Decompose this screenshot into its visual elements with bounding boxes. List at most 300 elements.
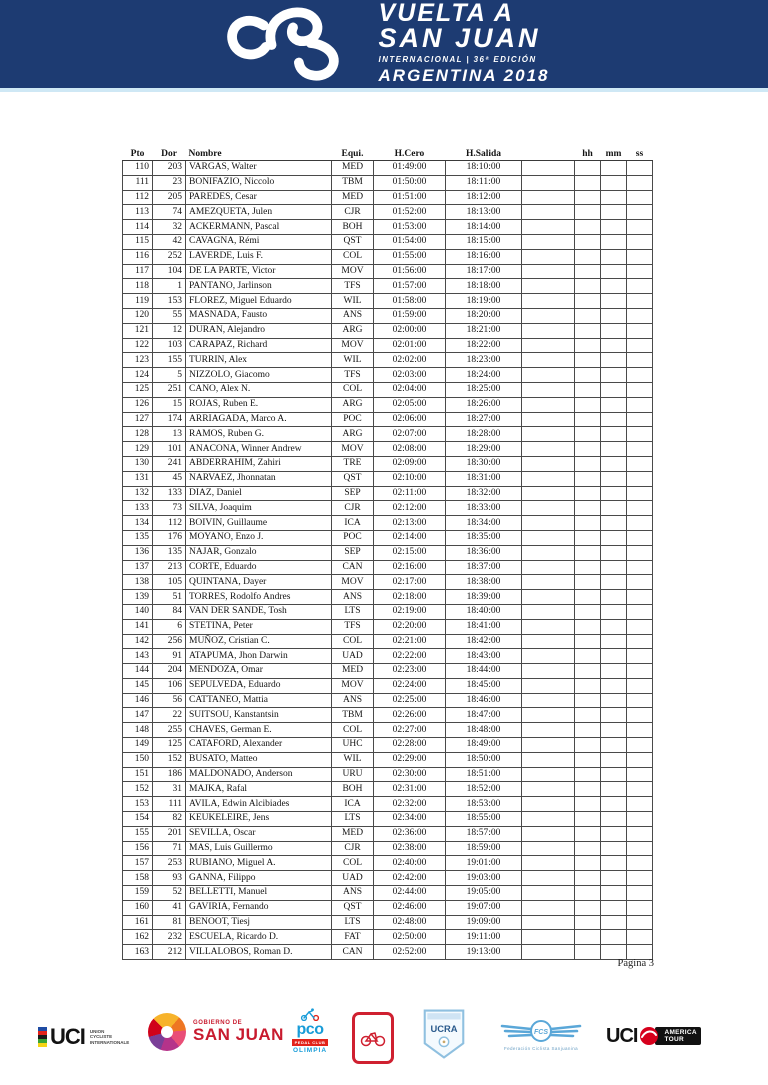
cell-equipo: MOV [332, 575, 374, 590]
cell-blank [522, 442, 575, 457]
cell-hora-cero: 02:52:00 [374, 945, 446, 960]
america-tour-line2: TOUR [664, 1036, 684, 1043]
cell-hora-salida: 18:59:00 [446, 841, 522, 856]
cell-blank [522, 915, 575, 930]
cell-blank [522, 693, 575, 708]
cell-mm [601, 649, 627, 664]
cell-hora-salida: 18:24:00 [446, 368, 522, 383]
cell-mm [601, 161, 627, 176]
cell-ss [627, 575, 653, 590]
cell-pto: 122 [123, 338, 153, 353]
cell-blank [522, 382, 575, 397]
cell-ss [627, 738, 653, 753]
cell-ss [627, 323, 653, 338]
cell-hora-salida: 18:33:00 [446, 501, 522, 516]
cell-hora-salida: 18:14:00 [446, 220, 522, 235]
cell-hora-cero: 02:50:00 [374, 930, 446, 945]
cell-ss [627, 308, 653, 323]
cell-equipo: LTS [332, 915, 374, 930]
cell-pto: 120 [123, 308, 153, 323]
table-row [123, 412, 653, 427]
cell-pto: 117 [123, 264, 153, 279]
table-row [123, 752, 653, 767]
cell-hh [575, 234, 601, 249]
cell-hora-cero: 02:36:00 [374, 826, 446, 841]
cell-pto: 135 [123, 530, 153, 545]
cell-hora-salida: 19:13:00 [446, 945, 522, 960]
cell-hora-cero: 02:02:00 [374, 353, 446, 368]
cell-hh [575, 427, 601, 442]
cell-dor: 91 [153, 649, 186, 664]
cell-hh [575, 279, 601, 294]
cell-dor: 13 [153, 427, 186, 442]
cell-hh [575, 782, 601, 797]
cell-pto: 137 [123, 560, 153, 575]
table-row [123, 900, 653, 915]
cell-pto: 146 [123, 693, 153, 708]
cell-equipo: BOH [332, 220, 374, 235]
cell-hora-cero: 02:03:00 [374, 368, 446, 383]
cell-ss [627, 249, 653, 264]
cell-hora-salida: 18:47:00 [446, 708, 522, 723]
cell-nombre: MAS, Luis Guillermo [186, 841, 332, 856]
table-row [123, 382, 653, 397]
cell-ss [627, 501, 653, 516]
pco-olimpia-label: OLIMPIA [292, 1047, 328, 1054]
cell-hora-salida: 18:30:00 [446, 456, 522, 471]
table-row [123, 294, 653, 309]
cell-equipo: ANS [332, 308, 374, 323]
cell-pto: 145 [123, 678, 153, 693]
cell-equipo: ARG [332, 427, 374, 442]
cell-dor: 15 [153, 397, 186, 412]
cell-hora-salida: 18:41:00 [446, 619, 522, 634]
cell-nombre: VAN DER SANDE, Tosh [186, 604, 332, 619]
cell-blank [522, 427, 575, 442]
cell-equipo: COL [332, 856, 374, 871]
cell-dor: 252 [153, 249, 186, 264]
cell-hora-cero: 02:04:00 [374, 382, 446, 397]
cell-pto: 160 [123, 900, 153, 915]
cell-hora-cero: 02:06:00 [374, 412, 446, 427]
cell-pto: 163 [123, 945, 153, 960]
cell-dor: 42 [153, 234, 186, 249]
cell-hh [575, 397, 601, 412]
cell-pto: 128 [123, 427, 153, 442]
cell-dor: 176 [153, 530, 186, 545]
cell-mm [601, 752, 627, 767]
table-row [123, 590, 653, 605]
cell-hora-cero: 02:17:00 [374, 575, 446, 590]
cell-blank [522, 782, 575, 797]
cell-nombre: DE LA PARTE, Victor [186, 264, 332, 279]
table-row [123, 264, 653, 279]
cell-blank [522, 294, 575, 309]
cell-nombre: SUITSOU, Kanstantsin [186, 708, 332, 723]
table-row [123, 161, 653, 176]
cell-pto: 161 [123, 915, 153, 930]
cell-mm [601, 590, 627, 605]
cell-hora-salida: 18:53:00 [446, 797, 522, 812]
cell-hh [575, 516, 601, 531]
cell-hora-salida: 19:09:00 [446, 915, 522, 930]
cell-hh [575, 412, 601, 427]
cell-mm [601, 767, 627, 782]
cell-equipo: MOV [332, 678, 374, 693]
cell-hora-salida: 18:39:00 [446, 590, 522, 605]
cell-dor: 111 [153, 797, 186, 812]
cell-blank [522, 560, 575, 575]
cell-ss [627, 397, 653, 412]
cell-blank [522, 723, 575, 738]
table-row [123, 723, 653, 738]
table-row [123, 619, 653, 634]
cell-nombre: PAREDES, Cesar [186, 190, 332, 205]
cell-pto: 115 [123, 234, 153, 249]
cell-hora-cero: 02:32:00 [374, 797, 446, 812]
cell-equipo: TRE [332, 456, 374, 471]
cell-nombre: TURRIN, Alex [186, 353, 332, 368]
cell-hora-salida: 18:38:00 [446, 575, 522, 590]
cell-pto: 126 [123, 397, 153, 412]
cell-hh [575, 249, 601, 264]
cell-hora-cero: 02:34:00 [374, 812, 446, 827]
cell-blank [522, 486, 575, 501]
cell-nombre: CORTE, Eduardo [186, 560, 332, 575]
cell-hh [575, 190, 601, 205]
cell-dor: 212 [153, 945, 186, 960]
cell-hora-salida: 19:07:00 [446, 900, 522, 915]
cell-equipo: UAD [332, 649, 374, 664]
cell-pto: 158 [123, 871, 153, 886]
cell-hh [575, 856, 601, 871]
cell-equipo: COL [332, 249, 374, 264]
cell-mm [601, 397, 627, 412]
cell-hh [575, 826, 601, 841]
cell-pto: 132 [123, 486, 153, 501]
cell-hora-cero: 02:29:00 [374, 752, 446, 767]
cell-hora-salida: 19:11:00 [446, 930, 522, 945]
column-header-ss: ss [627, 147, 653, 161]
cell-hh [575, 664, 601, 679]
cell-hora-salida: 18:44:00 [446, 664, 522, 679]
cell-mm [601, 723, 627, 738]
cell-mm [601, 190, 627, 205]
cell-hora-cero: 02:10:00 [374, 471, 446, 486]
cell-blank [522, 264, 575, 279]
cell-dor: 31 [153, 782, 186, 797]
cell-hh [575, 530, 601, 545]
cell-equipo: POC [332, 412, 374, 427]
cell-hh [575, 752, 601, 767]
cell-mm [601, 353, 627, 368]
fcs-monogram: FCS [534, 1029, 548, 1036]
cell-hora-salida: 18:50:00 [446, 752, 522, 767]
cell-dor: 241 [153, 456, 186, 471]
uci-subtitle-line3: INTERNATIONALE [89, 1039, 130, 1045]
cell-nombre: MUÑOZ, Cristian C. [186, 634, 332, 649]
cell-equipo: SEP [332, 545, 374, 560]
cell-hh [575, 738, 601, 753]
cell-hora-salida: 18:57:00 [446, 826, 522, 841]
cell-nombre: AVILA, Edwin Alcibiades [186, 797, 332, 812]
cell-ss [627, 782, 653, 797]
cell-nombre: DIAZ, Daniel [186, 486, 332, 501]
cell-pto: 154 [123, 812, 153, 827]
cell-pto: 149 [123, 738, 153, 753]
cell-nombre: BONIFAZIO, Niccolo [186, 175, 332, 190]
cell-blank [522, 368, 575, 383]
cell-blank [522, 841, 575, 856]
cell-hora-cero: 01:52:00 [374, 205, 446, 220]
pco-ribbon-label: PEDAL CLUB [292, 1039, 329, 1046]
cell-hora-cero: 02:38:00 [374, 841, 446, 856]
cell-ss [627, 649, 653, 664]
cell-hora-salida: 18:18:00 [446, 279, 522, 294]
page-number-label: Pagina 3 [617, 958, 654, 969]
table-row [123, 442, 653, 457]
cell-mm [601, 308, 627, 323]
cell-hh [575, 723, 601, 738]
cell-pto: 116 [123, 249, 153, 264]
cell-hora-cero: 02:00:00 [374, 323, 446, 338]
cell-hora-salida: 18:29:00 [446, 442, 522, 457]
cell-hora-salida: 18:49:00 [446, 738, 522, 753]
cell-nombre: SILVA, Joaquim [186, 501, 332, 516]
cell-pto: 111 [123, 175, 153, 190]
table-row [123, 604, 653, 619]
ucra-wordmark: UCRA [430, 1023, 458, 1034]
cell-pto: 159 [123, 886, 153, 901]
cell-mm [601, 782, 627, 797]
cell-hora-salida: 18:17:00 [446, 264, 522, 279]
cell-pto: 127 [123, 412, 153, 427]
table-row [123, 560, 653, 575]
table-row [123, 856, 653, 871]
cell-hh [575, 575, 601, 590]
cell-ss [627, 900, 653, 915]
cell-mm [601, 841, 627, 856]
cell-hora-cero: 02:16:00 [374, 560, 446, 575]
cell-hh [575, 205, 601, 220]
cell-hh [575, 634, 601, 649]
cell-hh [575, 308, 601, 323]
table-row [123, 738, 653, 753]
cell-pto: 119 [123, 294, 153, 309]
cell-dor: 73 [153, 501, 186, 516]
cell-blank [522, 323, 575, 338]
cell-hora-cero: 02:28:00 [374, 738, 446, 753]
column-header-dor: Dor [153, 147, 186, 161]
cell-nombre: RAMOS, Ruben G. [186, 427, 332, 442]
cell-hora-salida: 18:10:00 [446, 161, 522, 176]
cell-mm [601, 412, 627, 427]
cell-dor: 12 [153, 323, 186, 338]
cell-mm [601, 516, 627, 531]
cell-hora-salida: 18:11:00 [446, 175, 522, 190]
cell-ss [627, 723, 653, 738]
cell-ss [627, 205, 653, 220]
cell-mm [601, 338, 627, 353]
cell-pto: 114 [123, 220, 153, 235]
cell-hh [575, 841, 601, 856]
cell-blank [522, 797, 575, 812]
cell-hora-cero: 02:27:00 [374, 723, 446, 738]
cell-blank [522, 161, 575, 176]
uci-red-globe-icon [639, 1026, 659, 1046]
cell-nombre: ROJAS, Ruben E. [186, 397, 332, 412]
uci-logo [38, 1026, 129, 1048]
cell-hora-salida: 19:03:00 [446, 871, 522, 886]
cell-dor: 52 [153, 886, 186, 901]
cell-blank [522, 471, 575, 486]
cell-equipo: TBM [332, 708, 374, 723]
cell-mm [601, 797, 627, 812]
cell-nombre: RUBIANO, Miguel A. [186, 856, 332, 871]
table-row [123, 338, 653, 353]
cell-hora-salida: 19:05:00 [446, 886, 522, 901]
cell-hora-salida: 18:46:00 [446, 693, 522, 708]
table-row [123, 427, 653, 442]
cell-ss [627, 471, 653, 486]
cell-equipo: ARG [332, 397, 374, 412]
cell-ss [627, 871, 653, 886]
pco-wordmark: pco [296, 1021, 324, 1038]
cell-hora-cero: 02:25:00 [374, 693, 446, 708]
cell-ss [627, 234, 653, 249]
cell-nombre: NAJAR, Gonzalo [186, 545, 332, 560]
cell-blank [522, 175, 575, 190]
table-row [123, 456, 653, 471]
pedal-club-olimpia-logo [281, 1008, 339, 1054]
cell-nombre: PANTANO, Jarlinson [186, 279, 332, 294]
cell-blank [522, 930, 575, 945]
cell-hora-salida: 18:37:00 [446, 560, 522, 575]
cell-ss [627, 590, 653, 605]
cell-equipo: URU [332, 767, 374, 782]
cell-hora-salida: 18:51:00 [446, 767, 522, 782]
cell-pto: 157 [123, 856, 153, 871]
cell-ss [627, 634, 653, 649]
table-row [123, 634, 653, 649]
cell-dor: 6 [153, 619, 186, 634]
cell-hh [575, 649, 601, 664]
cell-blank [522, 530, 575, 545]
cell-blank [522, 886, 575, 901]
cell-blank [522, 590, 575, 605]
cell-hora-cero: 02:05:00 [374, 397, 446, 412]
cell-nombre: MAJKA, Rafal [186, 782, 332, 797]
ucra-shield-icon [423, 1009, 465, 1059]
cell-blank [522, 767, 575, 782]
table-row [123, 678, 653, 693]
cell-mm [601, 368, 627, 383]
cell-hh [575, 915, 601, 930]
cell-pto: 118 [123, 279, 153, 294]
column-header-nombre: Nombre [186, 147, 332, 161]
cell-mm [601, 930, 627, 945]
cell-ss [627, 797, 653, 812]
cell-pto: 124 [123, 368, 153, 383]
cell-mm [601, 382, 627, 397]
cell-ss [627, 427, 653, 442]
cell-dor: 82 [153, 812, 186, 827]
cell-ss [627, 530, 653, 545]
cell-ss [627, 604, 653, 619]
cell-hora-cero: 02:18:00 [374, 590, 446, 605]
cell-ss [627, 161, 653, 176]
cell-pto: 138 [123, 575, 153, 590]
cell-pto: 144 [123, 664, 153, 679]
cell-nombre: CATTANEO, Mattia [186, 693, 332, 708]
cell-hh [575, 161, 601, 176]
cell-blank [522, 664, 575, 679]
cell-nombre: ACKERMANN, Pascal [186, 220, 332, 235]
event-banner [0, 0, 768, 88]
cell-pto: 112 [123, 190, 153, 205]
cell-ss [627, 456, 653, 471]
cell-dor: 41 [153, 900, 186, 915]
cell-equipo: WIL [332, 353, 374, 368]
cell-blank [522, 190, 575, 205]
cell-pto: 143 [123, 649, 153, 664]
cell-pto: 153 [123, 797, 153, 812]
cell-mm [601, 175, 627, 190]
cell-hh [575, 604, 601, 619]
cell-hh [575, 264, 601, 279]
cell-nombre: CARAPAZ, Richard [186, 338, 332, 353]
cell-hora-cero: 02:40:00 [374, 856, 446, 871]
cell-ss [627, 368, 653, 383]
cell-dor: 45 [153, 471, 186, 486]
cell-mm [601, 900, 627, 915]
cell-mm [601, 575, 627, 590]
cell-hora-salida: 18:25:00 [446, 382, 522, 397]
cell-ss [627, 841, 653, 856]
cell-pto: 156 [123, 841, 153, 856]
table-row [123, 841, 653, 856]
cell-hh [575, 442, 601, 457]
cell-dor: 93 [153, 871, 186, 886]
cell-nombre: BUSATO, Matteo [186, 752, 332, 767]
table-row [123, 249, 653, 264]
cell-hh [575, 382, 601, 397]
cyclist-icon [299, 1008, 321, 1021]
san-juan-top-label: GOBIERNO DE [193, 1020, 243, 1027]
cell-equipo: CAN [332, 560, 374, 575]
cell-dor: 232 [153, 930, 186, 945]
table-row [123, 708, 653, 723]
america-tour-badge [655, 1027, 700, 1045]
cell-nombre: ATAPUMA, Jhon Darwin [186, 649, 332, 664]
cell-hh [575, 797, 601, 812]
cell-ss [627, 826, 653, 841]
column-header-pto: Pto [123, 147, 153, 161]
table-row [123, 471, 653, 486]
cell-blank [522, 752, 575, 767]
cell-mm [601, 856, 627, 871]
gobierno-san-juan-logo [148, 1013, 284, 1051]
table-row [123, 767, 653, 782]
table-row [123, 915, 653, 930]
cell-mm [601, 427, 627, 442]
cell-hora-cero: 01:51:00 [374, 190, 446, 205]
table-row [123, 930, 653, 945]
cell-ss [627, 279, 653, 294]
table-row [123, 205, 653, 220]
cell-hora-cero: 02:01:00 [374, 338, 446, 353]
cell-nombre: NIZZOLO, Giacomo [186, 368, 332, 383]
